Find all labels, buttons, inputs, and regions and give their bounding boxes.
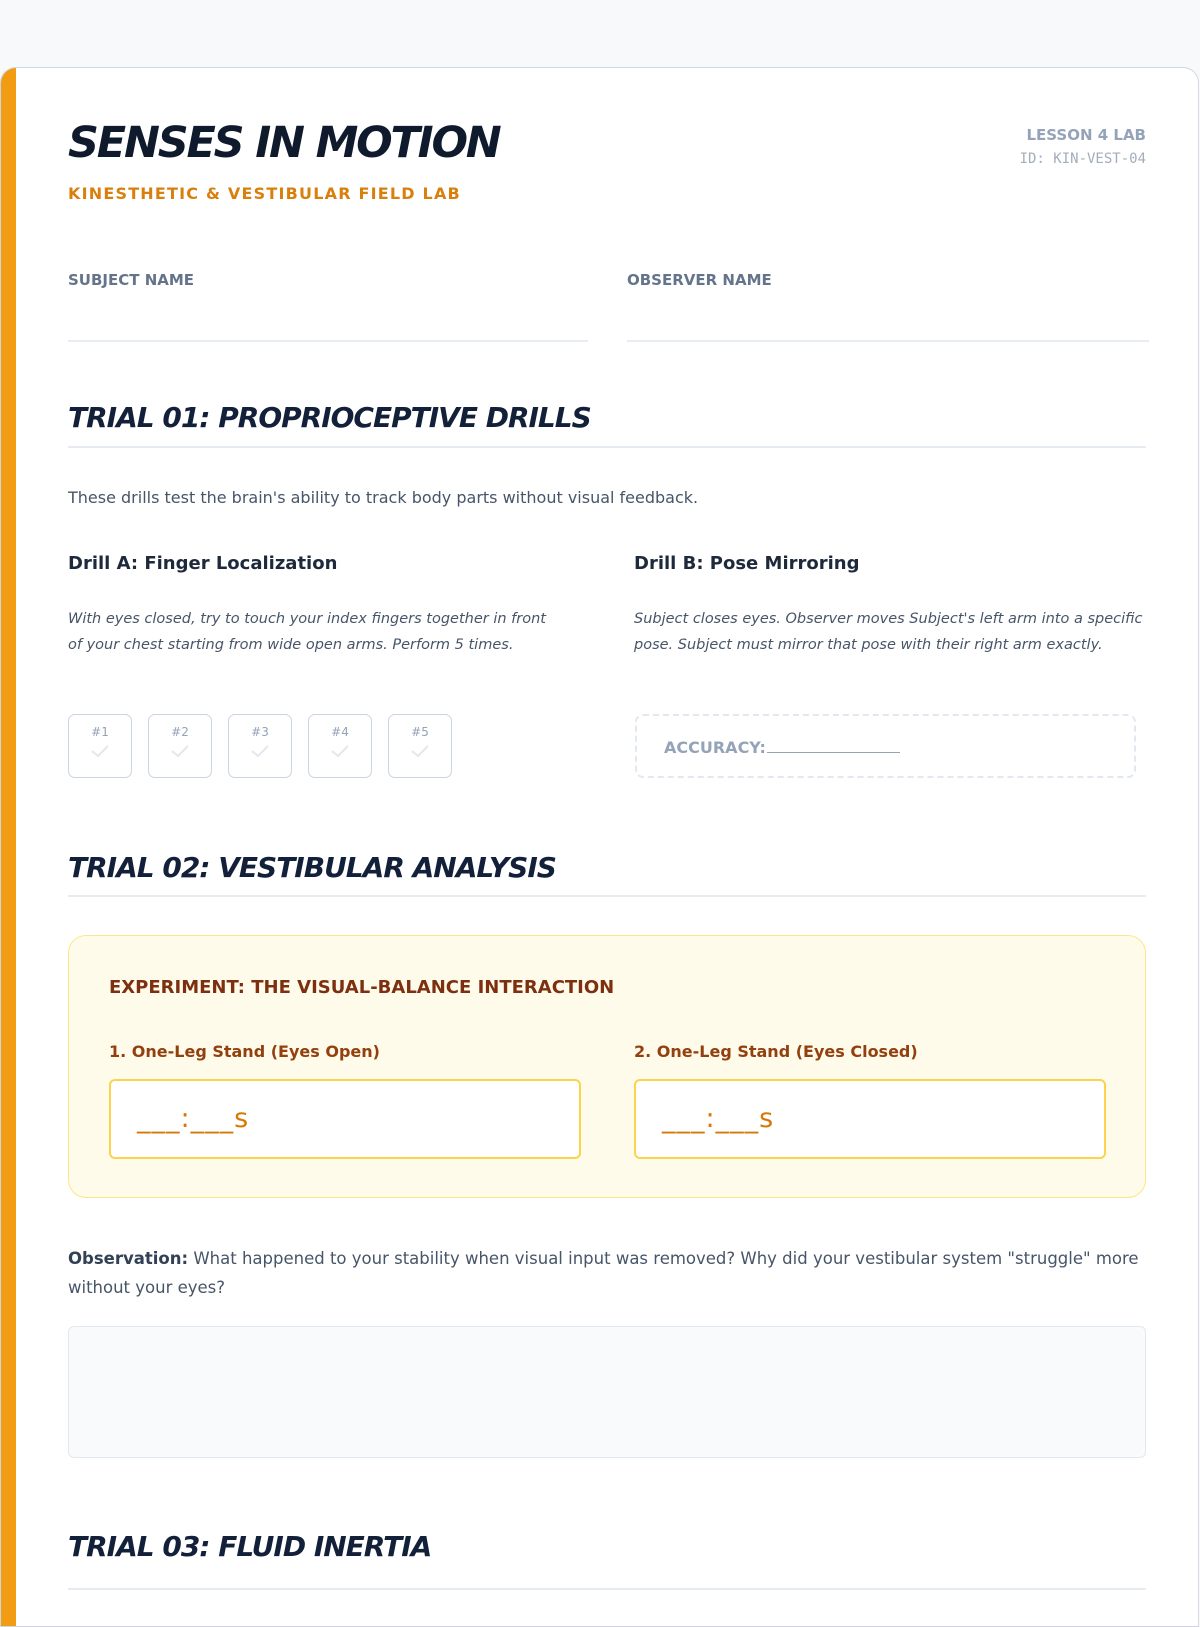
trial-2-title: TRIAL 02: VESTIBULAR ANALYSIS — [68, 851, 556, 884]
drill-a-check-5[interactable] — [388, 714, 452, 778]
observation-label: Observation: — [68, 1249, 189, 1268]
trial-3-title: TRIAL 03: FLUID INERTIA — [68, 1530, 432, 1563]
eyes-open-time-input[interactable] — [109, 1079, 581, 1159]
check-number: #1 — [91, 725, 109, 739]
trial-1-divider — [68, 446, 1146, 448]
accuracy-field[interactable] — [635, 714, 1136, 778]
drill-b-title: Drill B: Pose Mirroring — [634, 553, 860, 574]
check-icon — [389, 743, 451, 762]
check-icon — [229, 743, 291, 762]
accuracy-label: ACCURACY: — [664, 738, 766, 757]
eyes-closed-label: 2. One-Leg Stand (Eyes Closed) — [634, 1042, 918, 1061]
subject-name-field[interactable] — [68, 340, 588, 342]
trial-3-divider — [68, 1588, 1146, 1590]
check-icon — [69, 743, 131, 762]
experiment-box — [68, 935, 1146, 1198]
lesson-label: LESSON 4 LAB — [1026, 126, 1146, 144]
drill-a-check-4[interactable] — [308, 714, 372, 778]
lesson-id: ID: KIN-VEST-04 — [1019, 151, 1146, 167]
page-title: SENSES IN MOTION — [68, 118, 500, 168]
observer-name-label: OBSERVER NAME — [627, 271, 772, 289]
page-subtitle: KINESTHETIC & VESTIBULAR FIELD LAB — [68, 184, 461, 203]
eyes-closed-time-input[interactable] — [634, 1079, 1106, 1159]
check-number: #3 — [251, 725, 269, 739]
observation-answer-area[interactable] — [68, 1326, 1146, 1458]
check-icon — [149, 743, 211, 762]
drill-a-title: Drill A: Finger Localization — [68, 553, 338, 574]
check-number: #4 — [331, 725, 349, 739]
check-number: #2 — [171, 725, 189, 739]
time-placeholder: ___:___s — [662, 1103, 775, 1134]
lab-worksheet — [0, 67, 1199, 1627]
accuracy-blank — [767, 752, 900, 753]
check-number: #5 — [411, 725, 429, 739]
subject-name-label: SUBJECT NAME — [68, 271, 195, 289]
time-placeholder: ___:___s — [137, 1103, 250, 1134]
eyes-open-label: 1. One-Leg Stand (Eyes Open) — [109, 1042, 380, 1061]
drill-a-description: With eyes closed, try to touch your index fingers together in front of your chest starting from wide open arms. Perform 5 times. — [68, 611, 546, 653]
drill-a-check-3[interactable] — [228, 714, 292, 778]
drill-a-check-1[interactable] — [68, 714, 132, 778]
experiment-title: EXPERIMENT: THE VISUAL-BALANCE INTERACTION — [109, 977, 615, 998]
observation-question: What happened to your stability when visual input was removed? Why did your vestibular system "struggle" more without your eyes? — [68, 1249, 1139, 1297]
trial-2-divider — [68, 895, 1146, 897]
observation-prompt — [68, 1244, 1146, 1302]
trial-1-intro: These drills test the brain's ability to track body parts without visual feedback. — [68, 488, 699, 507]
check-icon — [309, 743, 371, 762]
drill-a-check-2[interactable] — [148, 714, 212, 778]
accent-bar — [1, 68, 16, 1626]
drill-b-description: Subject closes eyes. Observer moves Subject's left arm into a specific pose. Subject must mirror that pose with their right arm exactly. — [634, 611, 1143, 653]
trial-1-title: TRIAL 01: PROPRIOCEPTIVE DRILLS — [68, 401, 591, 434]
observer-name-field[interactable] — [627, 340, 1149, 342]
